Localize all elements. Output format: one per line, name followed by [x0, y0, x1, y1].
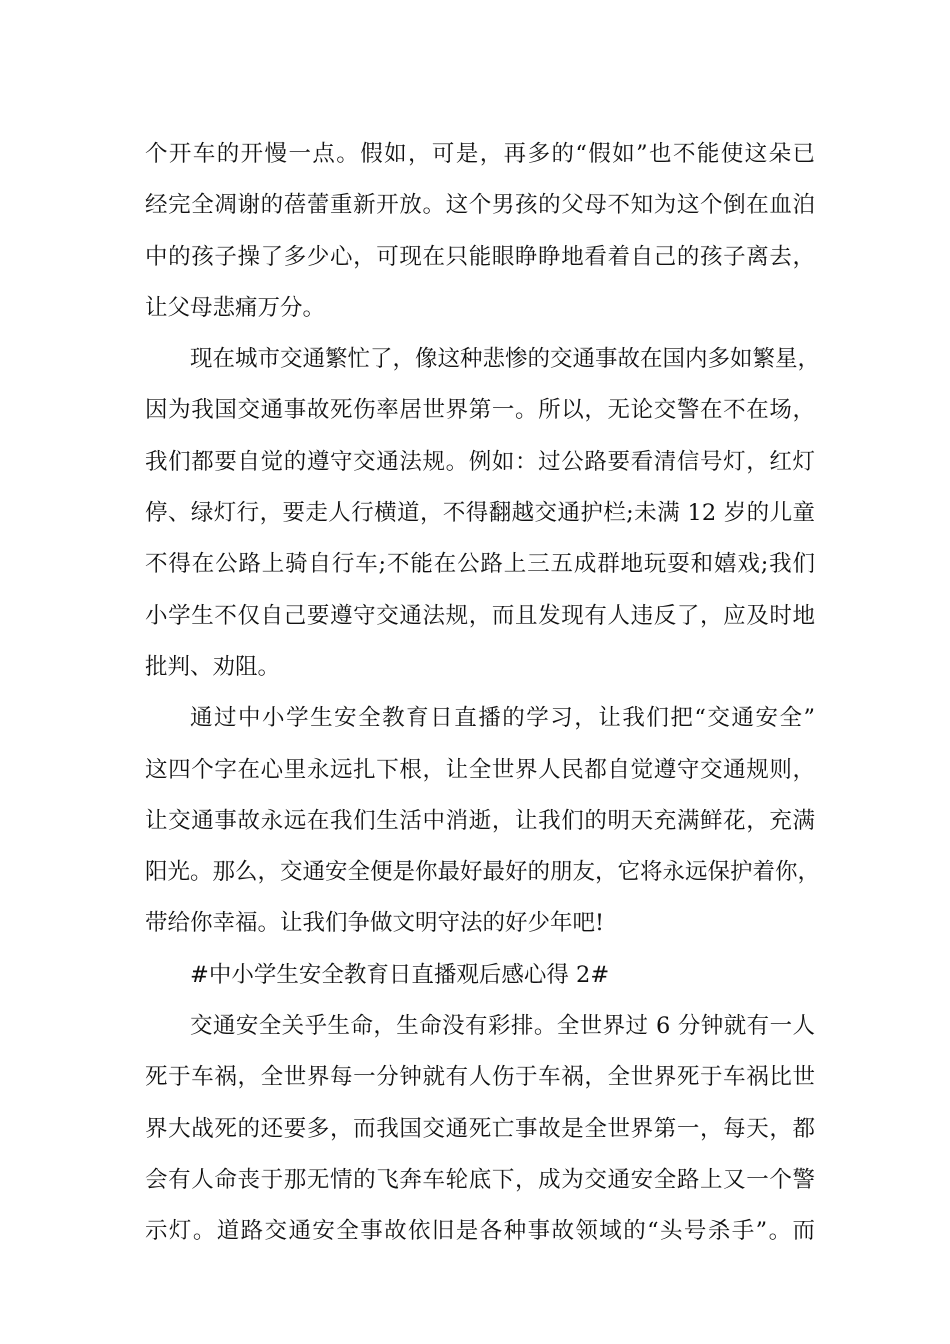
text-line: 我们都要自觉的遵守交通法规。例如：过公路要看清信号灯，红灯 — [145, 448, 815, 475]
text-line: 小学生不仅自己要遵守交通法规，而且发现有人违反了，应及时地 — [145, 602, 815, 629]
text-line: 通过中小学生安全教育日直播的学习，让我们把“交通安全” — [190, 705, 815, 732]
paragraph-4 — [145, 1001, 815, 1257]
text-line: 不得在公路上骑自行车;不能在公路上三五成群地玩耍和嬉戏;我们 — [145, 551, 815, 578]
text-line: 中的孩子操了多少心，可现在只能眼睁睁地看着自己的孩子离去， — [145, 243, 815, 270]
paragraph-3 — [145, 693, 821, 949]
text-line: 批判、劝阻。 — [145, 653, 281, 680]
document-page — [145, 129, 821, 1258]
text-line: 现在城市交通繁忙了，像这种悲惨的交通事故在国内多如繁星， — [190, 346, 821, 373]
text-line: 让交通事故永远在我们生活中消逝，让我们的明天充满鲜花，充满 — [145, 807, 815, 834]
text-line: 停、绿灯行，要走人行横道，不得翻越交通护栏;未满 12 岁的儿童 — [145, 500, 815, 527]
section-heading — [145, 950, 815, 1001]
text-line: 这四个字在心里永远扎下根，让全世界人民都自觉遵守交通规则， — [145, 756, 815, 783]
text-line: 带给你幸福。让我们争做文明守法的好少年吧! — [145, 910, 605, 937]
text-line: 让父母悲痛万分。 — [145, 294, 326, 321]
text-line: 死于车祸，全世界每一分钟就有人伤于车祸，全世界死于车祸比世 — [145, 1064, 815, 1091]
text-line: 阳光。那么，交通安全便是你最好最好的朋友，它将永远保护着你， — [145, 859, 821, 886]
text-line: 因为我国交通事故死伤率居世界第一。所以，无论交警在不在场， — [145, 397, 815, 424]
paragraph-1 — [145, 129, 815, 334]
paragraph-2 — [145, 334, 821, 693]
heading-text: #中小学生安全教育日直播观后感心得 2# — [190, 961, 610, 988]
text-line: 示灯。道路交通安全事故依旧是各种事故领域的“头号杀手”。而 — [145, 1218, 815, 1245]
text-line: 界大战死的还要多，而我国交通死亡事故是全世界第一，每天，都 — [145, 1115, 815, 1142]
text-line: 交通安全关乎生命，生命没有彩排。全世界过 6 分钟就有一人 — [190, 1013, 815, 1040]
text-line: 个开车的开慢一点。假如，可是，再多的“假如”也不能使这朵已 — [145, 141, 815, 167]
text-line: 会有人命丧于那无情的飞奔车轮底下，成为交通安全路上又一个警 — [145, 1166, 815, 1193]
text-line: 经完全凋谢的蓓蕾重新开放。这个男孩的父母不知为这个倒在血泊 — [145, 192, 815, 219]
